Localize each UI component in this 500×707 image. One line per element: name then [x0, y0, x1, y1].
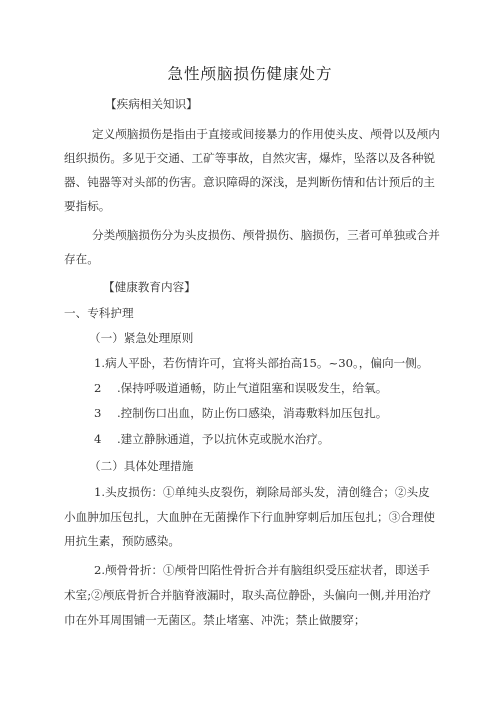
principle-item	[94, 355, 428, 371]
paragraph-definition-line: 要指标。	[64, 199, 111, 213]
measure-text: .颅骨骨折：①颅骨凹陷性骨折合并有脑组织受压症状者，即送手	[101, 563, 430, 577]
measure-line: 巾在外耳周围铺一无菌区。禁止堵塞、冲洗；禁止做腰穿；	[64, 613, 366, 627]
measure-number: 1	[94, 485, 102, 499]
principle-item	[94, 380, 387, 396]
measure-line: 小血肿加压包扎，大血肿在无菌操作下行血肿穿刺后加压包扎；③合理使	[64, 510, 436, 524]
section-heading-education: 【健康教育内容】	[103, 280, 196, 294]
document-title: 急性颅脑损伤健康处方	[167, 65, 333, 83]
principle-number: 3	[94, 406, 102, 420]
measure-line	[94, 562, 430, 578]
paragraph-definition-line: 定义颅脑损伤是指由于直接或间接暴力的作用使头皮、颅骨以及颅内	[92, 127, 440, 141]
heading-specialty-care: 一、专科护理	[64, 306, 134, 320]
principle-item	[94, 405, 387, 421]
principle-text: .病人平卧，若伤情许可，宜将头部抬高15。~30。，偏向一侧。	[101, 356, 429, 370]
principle-text: .保持呼吸道通畅，防止气道阻塞和误吸发生，给氧。	[117, 381, 388, 395]
principle-text: .控制伤口出血，防止伤口感染，消毒敷料加压包扎。	[117, 406, 388, 420]
measure-text: .头皮损伤：①单纯头皮裂伤，剃除局部头发，清创缝合；②头皮	[101, 485, 430, 499]
paragraph-definition-line: 组织损伤。多见于交通、工矿等事故，自然灾害，爆炸，坠落以及各种锐	[64, 151, 436, 165]
subheading-specific-measures: （二）具体处理措施	[89, 459, 194, 473]
principle-number: 4	[94, 432, 102, 446]
subheading-emergency-principles: （一）紧急处理原则	[89, 331, 194, 345]
paragraph-classification-line: 分类颅脑损伤分为头皮损伤、颅骨损伤、脑损伤，三者可单独或合并	[92, 228, 440, 242]
paragraph-classification-line: 存在。	[64, 252, 99, 266]
measure-line	[94, 484, 430, 500]
principle-number: 2	[94, 381, 102, 395]
principle-item	[94, 431, 329, 447]
measure-number: 2	[94, 563, 102, 577]
principle-number: 1	[94, 356, 102, 370]
section-heading-knowledge: 【疾病相关知识】	[105, 97, 198, 111]
measure-line: 用抗生素，预防感染。	[64, 534, 180, 548]
principle-text: .建立静脉通道，予以抗休克或脱水治疗。	[117, 432, 330, 446]
paragraph-definition-line: 器、钝器等对头部的伤害。意识障碍的深浅，是判断伤情和估计预后的主	[64, 175, 436, 189]
measure-line: 术室;②颅底骨折合并脑脊液漏时，取头高位静卧，头偏向一侧,并用治疗	[64, 588, 431, 602]
